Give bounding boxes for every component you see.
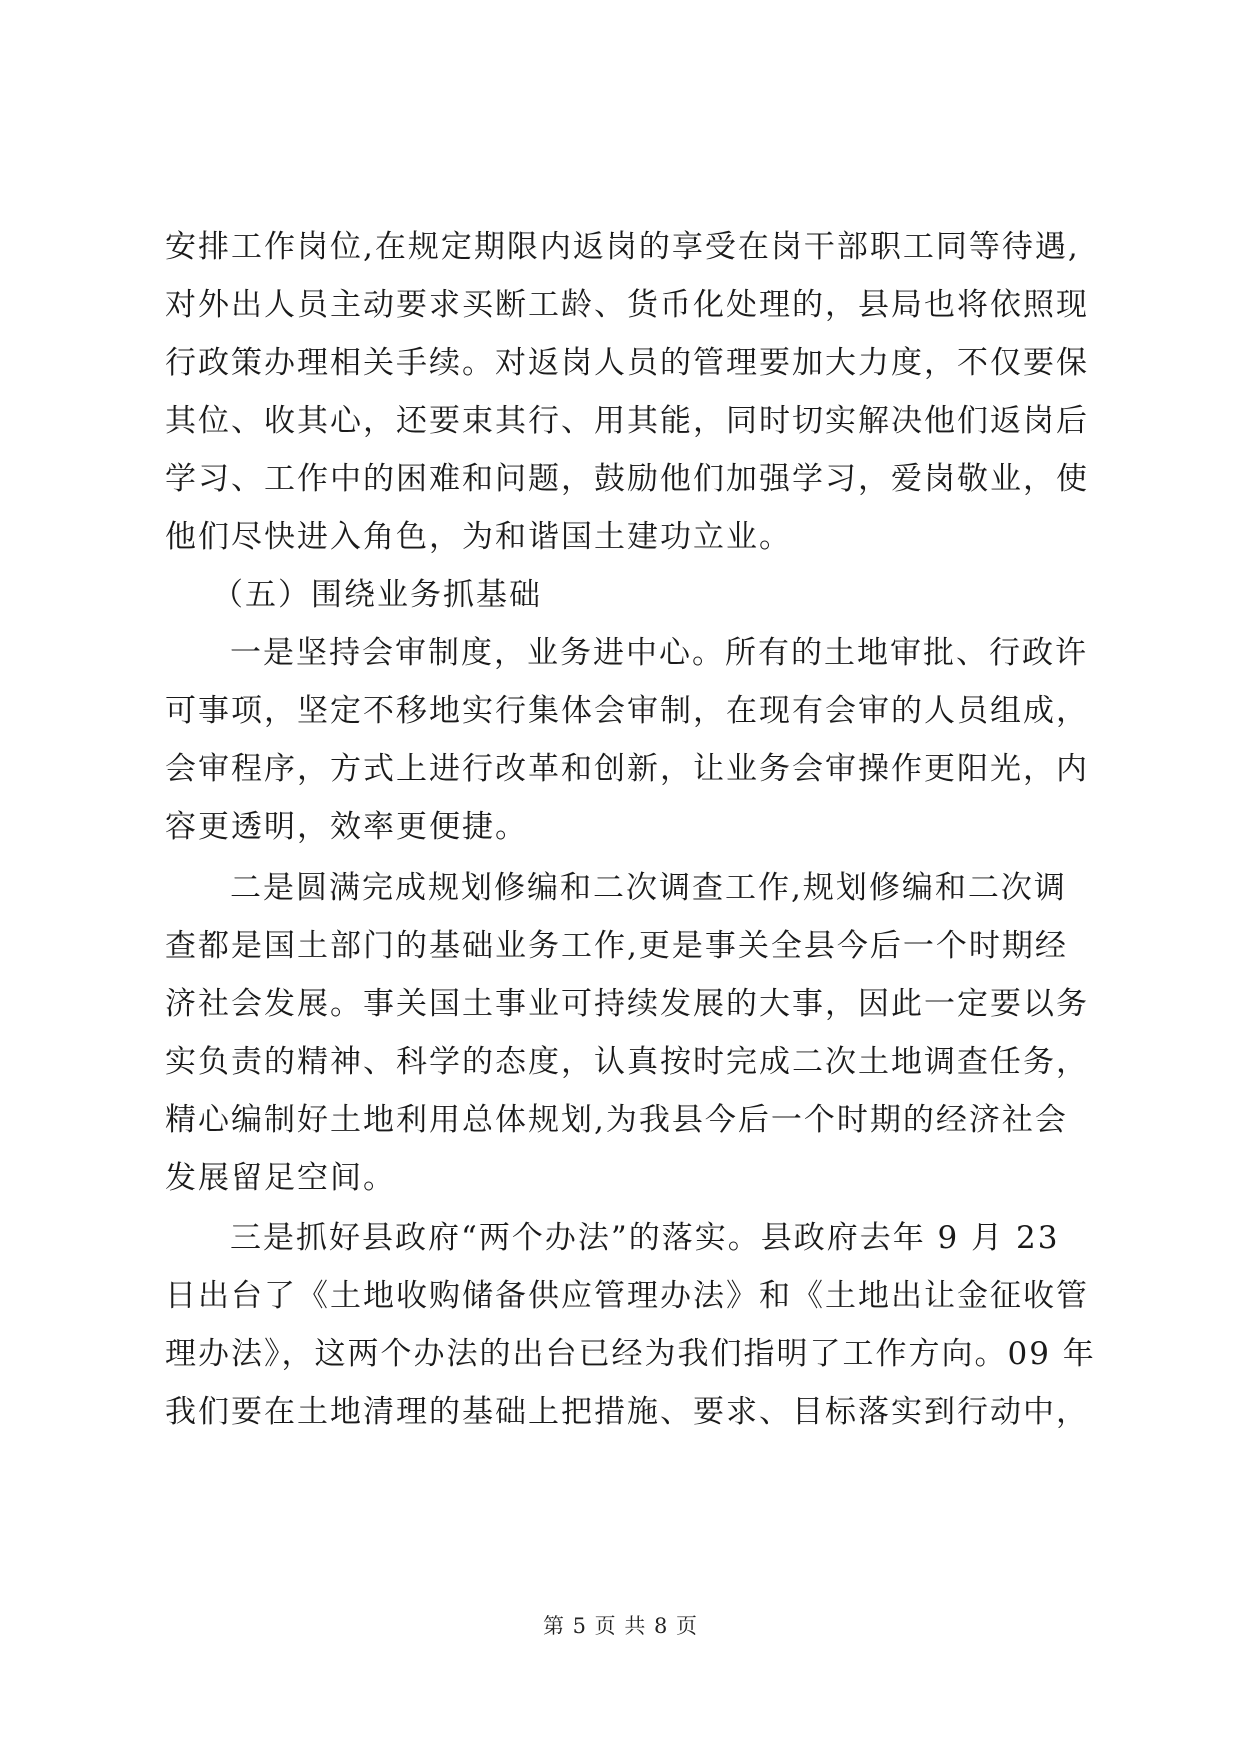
paragraph-start-line: 三是抓好县政府“两个办法”的落实。县政府去年 9 月 23 [230,1220,1060,1256]
section-heading: （五）围绕业务抓基础 [212,577,542,613]
text-line: 日出台了《土地收购储备供应管理办法》和《土地出让金征收管 [165,1278,1089,1314]
text-line: 其位、收其心，还要束其行、用其能，同时切实解决他们返岗后 [165,403,1089,439]
text-line: 发展留足空间。 [165,1160,396,1196]
text-line: 对外出人员主动要求买断工龄、货币化处理的，县局也将依照现 [165,287,1089,323]
text-line: 查都是国土部门的基础业务工作,更是事关全县今后一个时期经 [165,928,1068,964]
text-line: 他们尽快进入角色，为和谐国土建功立业。 [165,519,792,555]
text-line: 容更透明，效率更便捷。 [165,809,528,845]
text-line: 理办法》，这两个办法的出台已经为我们指明了工作方向。09 年 [165,1336,1096,1372]
text-line: 行政策办理相关手续。对返岗人员的管理要加大力度，不仅要保 [165,345,1089,381]
paragraph-start-line: 二是圆满完成规划修编和二次调查工作,规划修编和二次调 [230,870,1067,906]
text-line: 济社会发展。事关国土事业可持续发展的大事，因此一定要以务 [165,986,1089,1022]
paragraph-start-line: 一是坚持会审制度，业务进中心。所有的土地审批、行政许 [230,635,1088,671]
text-line: 安排工作岗位,在规定期限内返岗的享受在岗干部职工同等待遇, [165,229,1080,265]
text-line: 学习、工作中的困难和问题，鼓励他们加强学习，爱岗敬业，使 [165,461,1089,497]
text-line: 精心编制好土地利用总体规划,为我县今后一个时期的经济社会 [165,1102,1068,1138]
text-line: 可事项，坚定不移地实行集体会审制，在现有会审的人员组成， [165,693,1089,729]
text-line: 我们要在土地清理的基础上把措施、要求、目标落实到行动中， [165,1394,1089,1430]
text-line: 会审程序，方式上进行改革和创新，让业务会审操作更阳光，内 [165,751,1089,787]
text-line: 实负责的精神、科学的态度，认真按时完成二次土地调查任务， [165,1044,1089,1080]
page-footer: 第 5 页 共 8 页 [542,1614,699,1638]
